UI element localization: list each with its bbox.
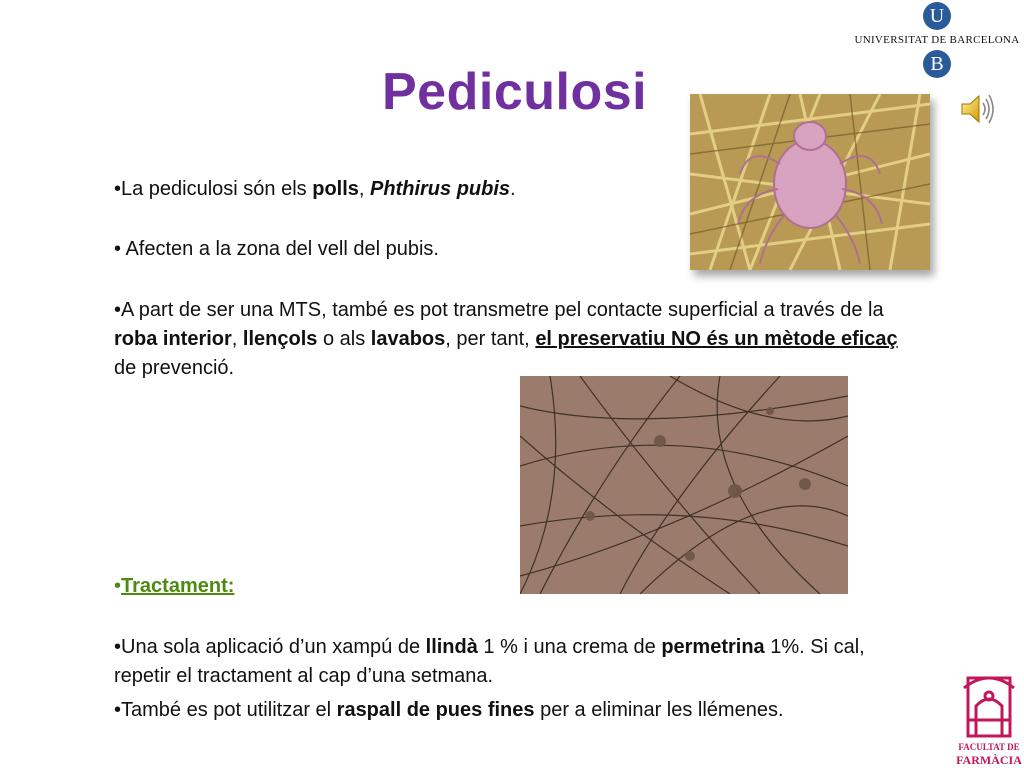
university-of-barcelona-logo [852, 2, 1022, 80]
bullet-4-bold-llinda: llindà [425, 636, 478, 658]
bullet-4-mid: 1 % i una crema de [477, 636, 662, 658]
bullet-3-condom-warning: el preservatiu NO és un mètode eficaç [535, 328, 898, 350]
bullet-1-bold-polls: polls [312, 178, 359, 200]
farmacia-emblem-icon [954, 668, 1024, 740]
bullet-1-species: Phthirus pubis [370, 178, 511, 200]
bullet-3-sep: , [231, 328, 243, 350]
bullet-transmission [114, 296, 904, 383]
bullet-3-bold-lavabos: lavabos [370, 328, 446, 350]
bullet-3-mid: o als [317, 328, 371, 350]
pubic-hair-lice-photo [520, 376, 848, 594]
bullet-4-text: •Una sola aplicació d’un xampú de [114, 636, 426, 658]
bullet-1-text: •La pediculosi són els [114, 178, 313, 200]
bullet-5-text: •També es pot utilitzar el [114, 699, 337, 721]
bullet-3-bold-roba: roba interior [114, 328, 232, 350]
bullet-4-bold-permetrina: permetrina [661, 636, 765, 658]
bullet-treatment-shampoo [114, 633, 884, 691]
treatment-bullet: • [114, 575, 122, 597]
bullet-5-end: per a eliminar les llémenes. [534, 699, 784, 721]
bullet-affected-zone: • Afecten a la zona del vell del pubis. [114, 238, 439, 260]
bullet-pediculosi-definition [114, 175, 634, 204]
bullet-3-text: •A part de ser una MTS, també es pot transmetre pel contacte superficial a través de la [114, 299, 884, 321]
bullet-3-mid2: , per tant, [445, 328, 536, 350]
farmacia-line-1: FACULTAT DE [958, 742, 1020, 752]
ub-letter-u: U [923, 2, 951, 30]
louse-micrograph-image [690, 94, 930, 270]
treatment-label: Tractament: [121, 575, 235, 597]
bullet-5-bold-raspall: raspall de pues fines [336, 699, 535, 721]
ub-letter-b: B [923, 50, 951, 78]
ub-logo-text: UNIVERSITAT DE BARCELONA [854, 34, 1020, 46]
bullet-4-end: 1%. Si cal, repetir el tractament al cap d’una setmana. [114, 636, 865, 687]
bullet-treatment-comb [114, 696, 914, 725]
facultat-farmacia-logo [954, 668, 1024, 768]
slide-title: Pediculosi [382, 63, 648, 121]
speaker-icon[interactable] [960, 92, 996, 126]
farmacia-line-2: FARMÀCIA [956, 753, 1022, 767]
bullet-1-end: . [510, 178, 516, 200]
bullet-3-end: de prevenció. [114, 357, 235, 379]
bullet-3-bold-llencols: llençols [242, 328, 318, 350]
treatment-heading [114, 572, 414, 601]
bullet-1-sep: , [358, 178, 371, 200]
